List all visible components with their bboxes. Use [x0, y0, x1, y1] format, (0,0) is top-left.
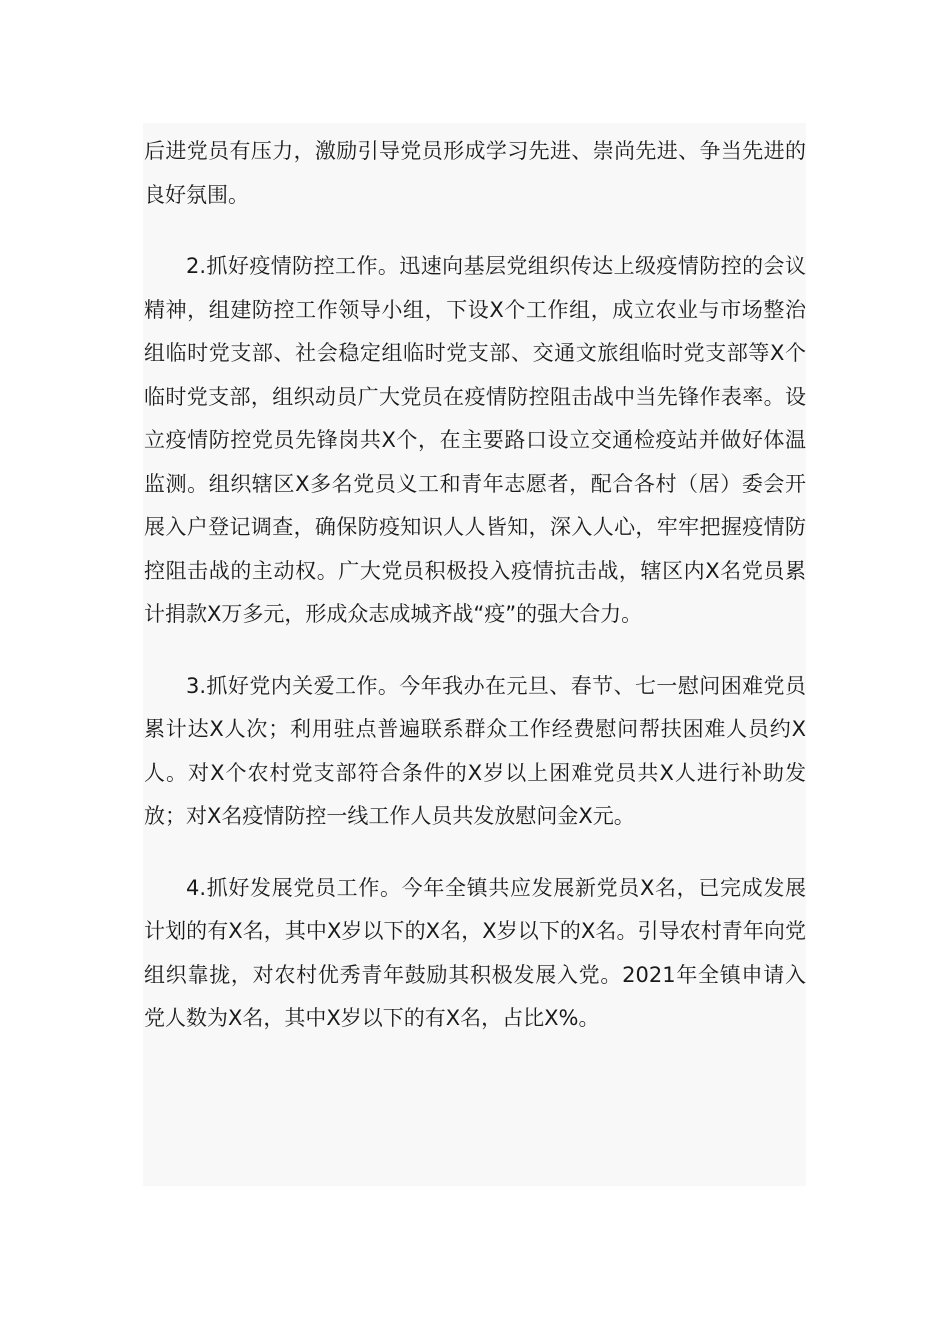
paragraph-party-care: 3.抓好党内关爱工作。今年我办在元旦、春节、七一慰问困难党员累计达X人次；利用驻点普遍联系群众工作经费慰问帮扶困难人员约X人。对X个农村党支部符合条件的X岁以上困难党员共X人进行补助发放；对X名疫情防控一线工作人员共发放慰问金X元。 — [144, 673, 806, 828]
paragraph-continuation: 后进党员有压力，激励引导党员形成学习先进、崇尚先进、争当先进的良好氛围。 — [144, 139, 806, 207]
document-body — [144, 130, 806, 1041]
paragraph-epidemic-control: 2.抓好疫情防控工作。迅速向基层党组织传达上级疫情防控的会议精神，组建防控工作领导小组，下设X个工作组，成立农业与市场整治组临时党支部、社会稳定组临时党支部、交通文旅组临时党支部等X个临时党支部，组织动员广大党员在疫情防控阻击战中当先锋作表率。设立疫情防控党员先锋岗共X个，在主要路口设立交通检疫站并做好体温监测。组织辖区X多名党员义工和青年志愿者，配合各村（居）委会开展入户登记调查，确保防疫知识人人皆知，深入人心，牢牢把握疫情防控阻击战的主动权。广大党员积极投入疫情抗击战，辖区内X名党员累计捐款X万多元，形成众志成城齐战“疫”的强大合力。 — [144, 254, 806, 626]
paragraph-member-development: 4.抓好发展党员工作。今年全镇共应发展新党员X名，已完成发展计划的有X名，其中X岁以下的X名，X岁以下的X名。引导农村青年向党组织靠拢，对农村优秀青年鼓励其积极发展入党。2021年全镇申请入党人数为X名，其中X岁以下的有X名，占比X%。 — [144, 875, 806, 1030]
